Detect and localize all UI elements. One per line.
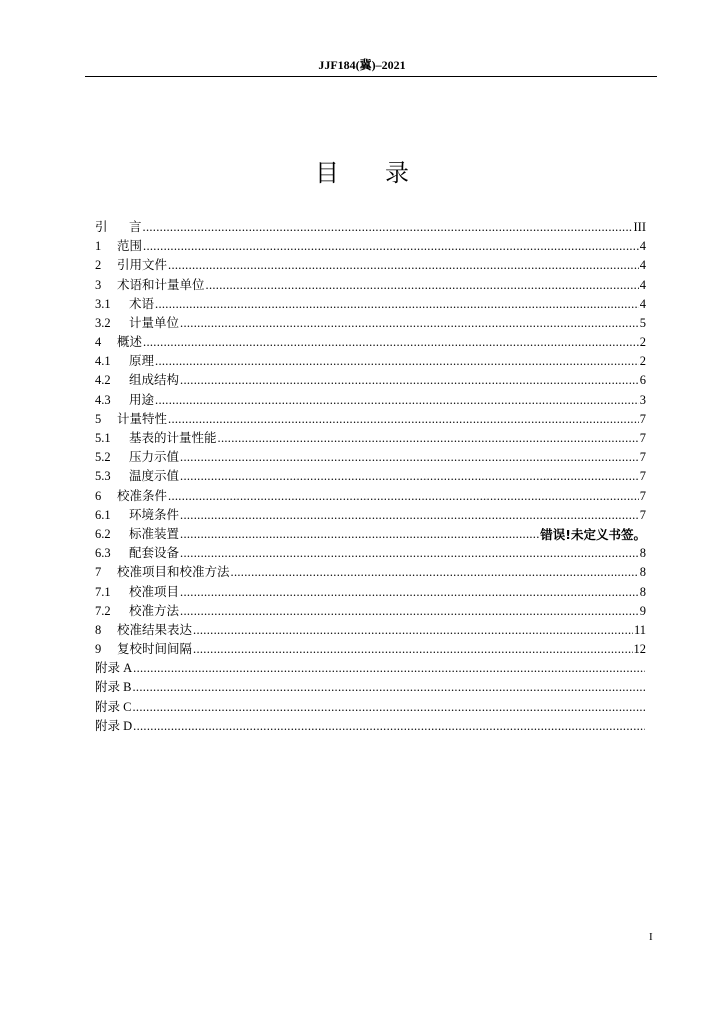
toc-entry-label: 校准条件 xyxy=(117,488,168,503)
dot-leader xyxy=(155,352,639,371)
dot-leader xyxy=(133,717,645,736)
toc-entry-page: 8 xyxy=(639,565,646,580)
toc-title xyxy=(0,153,724,188)
toc-entry-page: 9 xyxy=(639,603,646,618)
toc-entry-number: 1 xyxy=(95,239,102,254)
dot-leader xyxy=(180,448,639,467)
running-header: JJF184(冀)–2021 xyxy=(318,58,406,72)
toc-entry-page: 6 xyxy=(639,373,646,388)
toc-entry-page: 3 xyxy=(639,392,646,407)
toc-entry-label: 用途 xyxy=(129,392,155,407)
toc-entry-label: 计量特性 xyxy=(117,411,168,426)
toc-title-part2: 录 xyxy=(385,159,409,187)
toc-entry-label: 校准方法 xyxy=(129,603,180,618)
toc-entry[interactable] xyxy=(95,256,646,275)
toc-entry[interactable] xyxy=(95,467,646,486)
toc-entry-label: 附录 C xyxy=(95,699,132,714)
dot-leader xyxy=(180,467,639,486)
toc-entry-number: 6.2 xyxy=(95,526,111,541)
toc-entry-label: 附录 B xyxy=(95,680,132,695)
toc-entry[interactable] xyxy=(95,506,646,525)
dot-leader xyxy=(206,276,639,295)
toc-entry[interactable] xyxy=(95,372,646,391)
toc-entry-label: 复校时间间隔 xyxy=(117,642,193,657)
toc-entry-page: 7 xyxy=(639,488,646,503)
toc-entry-number: 4.3 xyxy=(95,392,111,407)
dot-leader xyxy=(168,410,639,429)
toc-entry[interactable] xyxy=(95,333,646,352)
toc-entry-label: 环境条件 xyxy=(129,507,180,522)
toc-entry-page: 7 xyxy=(639,411,646,426)
toc-entry-page: 7 xyxy=(639,450,646,465)
dot-leader xyxy=(143,237,639,256)
toc-entry[interactable] xyxy=(95,659,646,678)
toc-entry-label: 言 xyxy=(129,219,142,234)
dot-leader xyxy=(180,314,639,333)
dot-leader xyxy=(193,621,633,640)
dot-leader xyxy=(133,659,645,678)
toc-entry[interactable] xyxy=(95,563,646,582)
toc-entry-number: 7.2 xyxy=(95,603,111,618)
toc-entry-label: 术语 xyxy=(129,296,155,311)
toc-entry[interactable] xyxy=(95,583,646,602)
toc-entry-label: 校准结果表达 xyxy=(117,622,193,637)
toc-entry-page: 11 xyxy=(633,622,646,637)
toc-entry[interactable] xyxy=(95,352,646,371)
dot-leader xyxy=(231,563,639,582)
dot-leader xyxy=(168,256,639,275)
toc-entry-number: 5.3 xyxy=(95,469,111,484)
toc-entry-number: 6 xyxy=(95,488,102,503)
toc-entry-page: 2 xyxy=(639,335,646,350)
toc-entry-page: 4 xyxy=(639,277,646,292)
toc-entry-number: 6.1 xyxy=(95,507,111,522)
toc-entry-page: 4 xyxy=(639,296,646,311)
toc-entry-label: 基表的计量性能 xyxy=(129,431,217,446)
toc-entry[interactable] xyxy=(95,717,646,736)
header-rule xyxy=(85,76,657,77)
toc-title-part1: 目 xyxy=(315,159,339,187)
dot-leader xyxy=(155,391,639,410)
toc-entry[interactable] xyxy=(95,621,646,640)
toc-entry-label: 术语和计量单位 xyxy=(117,277,205,292)
toc-entry-page: 12 xyxy=(633,642,646,657)
toc-entry-label: 压力示值 xyxy=(129,450,180,465)
toc-entry-page: III xyxy=(633,219,646,234)
toc-entry-page: 8 xyxy=(639,584,646,599)
dot-leader xyxy=(180,583,639,602)
page-number: I xyxy=(649,931,653,943)
toc-entry-number: 7.1 xyxy=(95,584,111,599)
toc-entry[interactable] xyxy=(95,410,646,429)
toc-entry-number: 4.2 xyxy=(95,373,111,388)
toc-entry[interactable] xyxy=(95,487,646,506)
toc-entry-page: 7 xyxy=(639,469,646,484)
toc-entry-page: 4 xyxy=(639,239,646,254)
toc-entry-number: 5 xyxy=(95,411,102,426)
toc-entry-label: 配套设备 xyxy=(129,546,180,561)
dot-leader xyxy=(132,679,645,698)
toc-entry-label: 范围 xyxy=(117,239,143,254)
toc-entry-number: 4 xyxy=(95,335,102,350)
toc-entry-label: 附录 D xyxy=(95,718,133,733)
dot-leader xyxy=(193,640,632,659)
toc-entry-number: 6.3 xyxy=(95,546,111,561)
toc-entry[interactable] xyxy=(95,640,646,659)
toc-entry-page: 4 xyxy=(639,258,646,273)
toc-entry-label: 标准装置 xyxy=(129,526,180,541)
toc-entry[interactable] xyxy=(95,314,646,333)
toc-entry-number: 4.1 xyxy=(95,354,111,369)
toc-entry[interactable] xyxy=(95,544,646,563)
toc-entry-page: 8 xyxy=(639,546,646,561)
dot-leader xyxy=(168,487,639,506)
toc-entry[interactable] xyxy=(95,391,646,410)
toc-entry-label: 组成结构 xyxy=(129,373,180,388)
toc-entry[interactable] xyxy=(95,237,646,256)
toc-entry[interactable] xyxy=(95,276,646,295)
dot-leader xyxy=(143,333,639,352)
toc-entry-number: 3.1 xyxy=(95,296,111,311)
toc-entry[interactable] xyxy=(95,448,646,467)
toc-entry[interactable] xyxy=(95,525,646,544)
toc-entry-number: 9 xyxy=(95,642,102,657)
toc-entry[interactable] xyxy=(95,698,646,717)
toc-entry[interactable] xyxy=(95,218,646,237)
toc-entry-page: 7 xyxy=(639,431,646,446)
toc-entry-label: 温度示值 xyxy=(129,469,180,484)
dot-leader xyxy=(180,602,639,621)
toc-entry-number: 2 xyxy=(95,258,102,273)
dot-leader xyxy=(218,429,639,448)
toc-entry-error-page: 错误!未定义书签。 xyxy=(540,526,646,542)
toc-entry-number: 3 xyxy=(95,277,102,292)
dot-leader xyxy=(155,295,639,314)
toc-entry-number: 引 xyxy=(95,219,108,234)
toc-entry[interactable] xyxy=(95,679,646,698)
dot-leader xyxy=(180,372,639,391)
toc-entry-number: 5.1 xyxy=(95,431,111,446)
dot-leader xyxy=(180,544,639,563)
toc-entry-number: 7 xyxy=(95,565,102,580)
toc-entry[interactable] xyxy=(95,295,646,314)
toc-entry-page: 7 xyxy=(639,507,646,522)
toc-entry-page: 2 xyxy=(639,354,646,369)
toc-entry-page: 5 xyxy=(639,315,646,330)
toc-entry-label: 计量单位 xyxy=(129,315,180,330)
dot-leader xyxy=(180,525,539,544)
toc-entry-label: 引用文件 xyxy=(117,258,168,273)
toc-entry-label: 校准项目和校准方法 xyxy=(117,565,230,580)
dot-leader xyxy=(180,506,639,525)
toc-entry-label: 原理 xyxy=(129,354,155,369)
toc-entry[interactable] xyxy=(95,602,646,621)
toc-entry-number: 8 xyxy=(95,622,102,637)
toc-entry-label: 概述 xyxy=(117,335,143,350)
dot-leader xyxy=(143,218,633,237)
toc-entry-label: 附录 A xyxy=(95,661,133,676)
toc-entry[interactable] xyxy=(95,429,646,448)
dot-leader xyxy=(132,698,645,717)
toc-entry-label: 校准项目 xyxy=(129,584,180,599)
toc-entry-number: 5.2 xyxy=(95,450,111,465)
toc-entry-number: 3.2 xyxy=(95,315,111,330)
toc-list xyxy=(95,218,646,736)
